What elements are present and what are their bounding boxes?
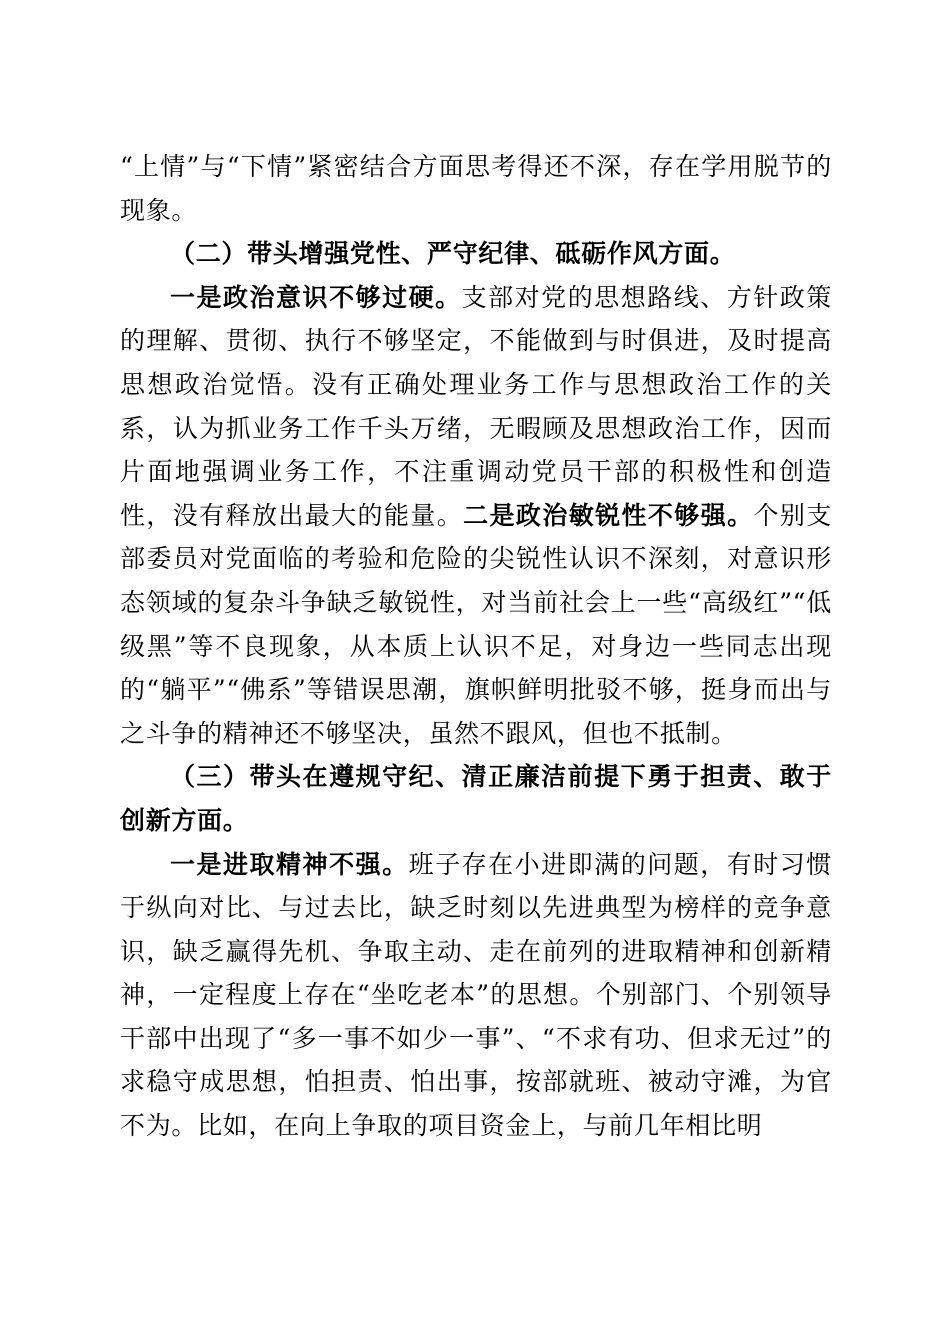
paragraph-lead-2: 二是政治敏锐性不够强。 [463,500,754,530]
section-heading-text: （三）带头在遵规守纪、清正廉洁前提下勇于担责、敢于创新方面。 [120,762,832,835]
section-heading-3 [120,755,832,842]
paragraph-enterprising-spirit [120,843,832,1148]
section-heading-2 [120,232,832,276]
paragraph-text: 班子存在小进即满的问题，有时习惯于纵向对比、与过去比，缺乏时刻以先进典型为榜样的竞争意识，缺乏赢得先机、争取主动、走在前列的进取精神和创新精神，一定程度上存在“坐吃老本”的思想。个别部门、个别领导干部中出现了“多一事不如少一事”、“不求有功、但求无过”的求稳守成思想，怕担责、怕出事，按部就班、被动守滩，为官不为。比如，在向上争取的项目资金上，与前几年相比明 [120,849,832,1141]
paragraph-lead: 一是进取精神不强。 [170,849,409,879]
paragraph-lead: 一是政治意识不够过硬。 [170,282,462,312]
paragraph-text-2: 个别支部委员对党面临的考验和危险的尖锐性认识不深刻，对意识形态领域的复杂斗争缺乏敏锐性，对当前社会上一些“高级红”“低级黑”等不良现象，从本质上认识不足，对身边一些同志出现的“躺平”“佛系”等错误思潮，旗帜鲜明批驳不够，挺身而出与之斗争的精神还不够坚决，虽然不跟风，但也不抵制。 [120,500,832,748]
paragraph-continuation [120,145,832,232]
section-heading-text: （二）带头增强党性、严守纪律、砥砺作风方面。 [170,239,736,269]
paragraph-political-awareness [120,276,832,756]
paragraph-text: 支部对党的思想路线、方针政策的理解、贯彻、执行不够坚定，不能做到与时俱进，及时提高思想政治觉悟。没有正确处理业务工作与思想政治工作的关系，认为抓业务工作千头万绪，无暇顾及思想政治工作，因而片面地强调业务工作，不注重调动党员干部的积极性和创造性，没有释放出最大的能量。 [120,282,832,530]
paragraph-text: “上情”与“下情”紧密结合方面思考得还不深，存在学用脱节的现象。 [120,152,832,225]
document-page [120,145,832,1148]
